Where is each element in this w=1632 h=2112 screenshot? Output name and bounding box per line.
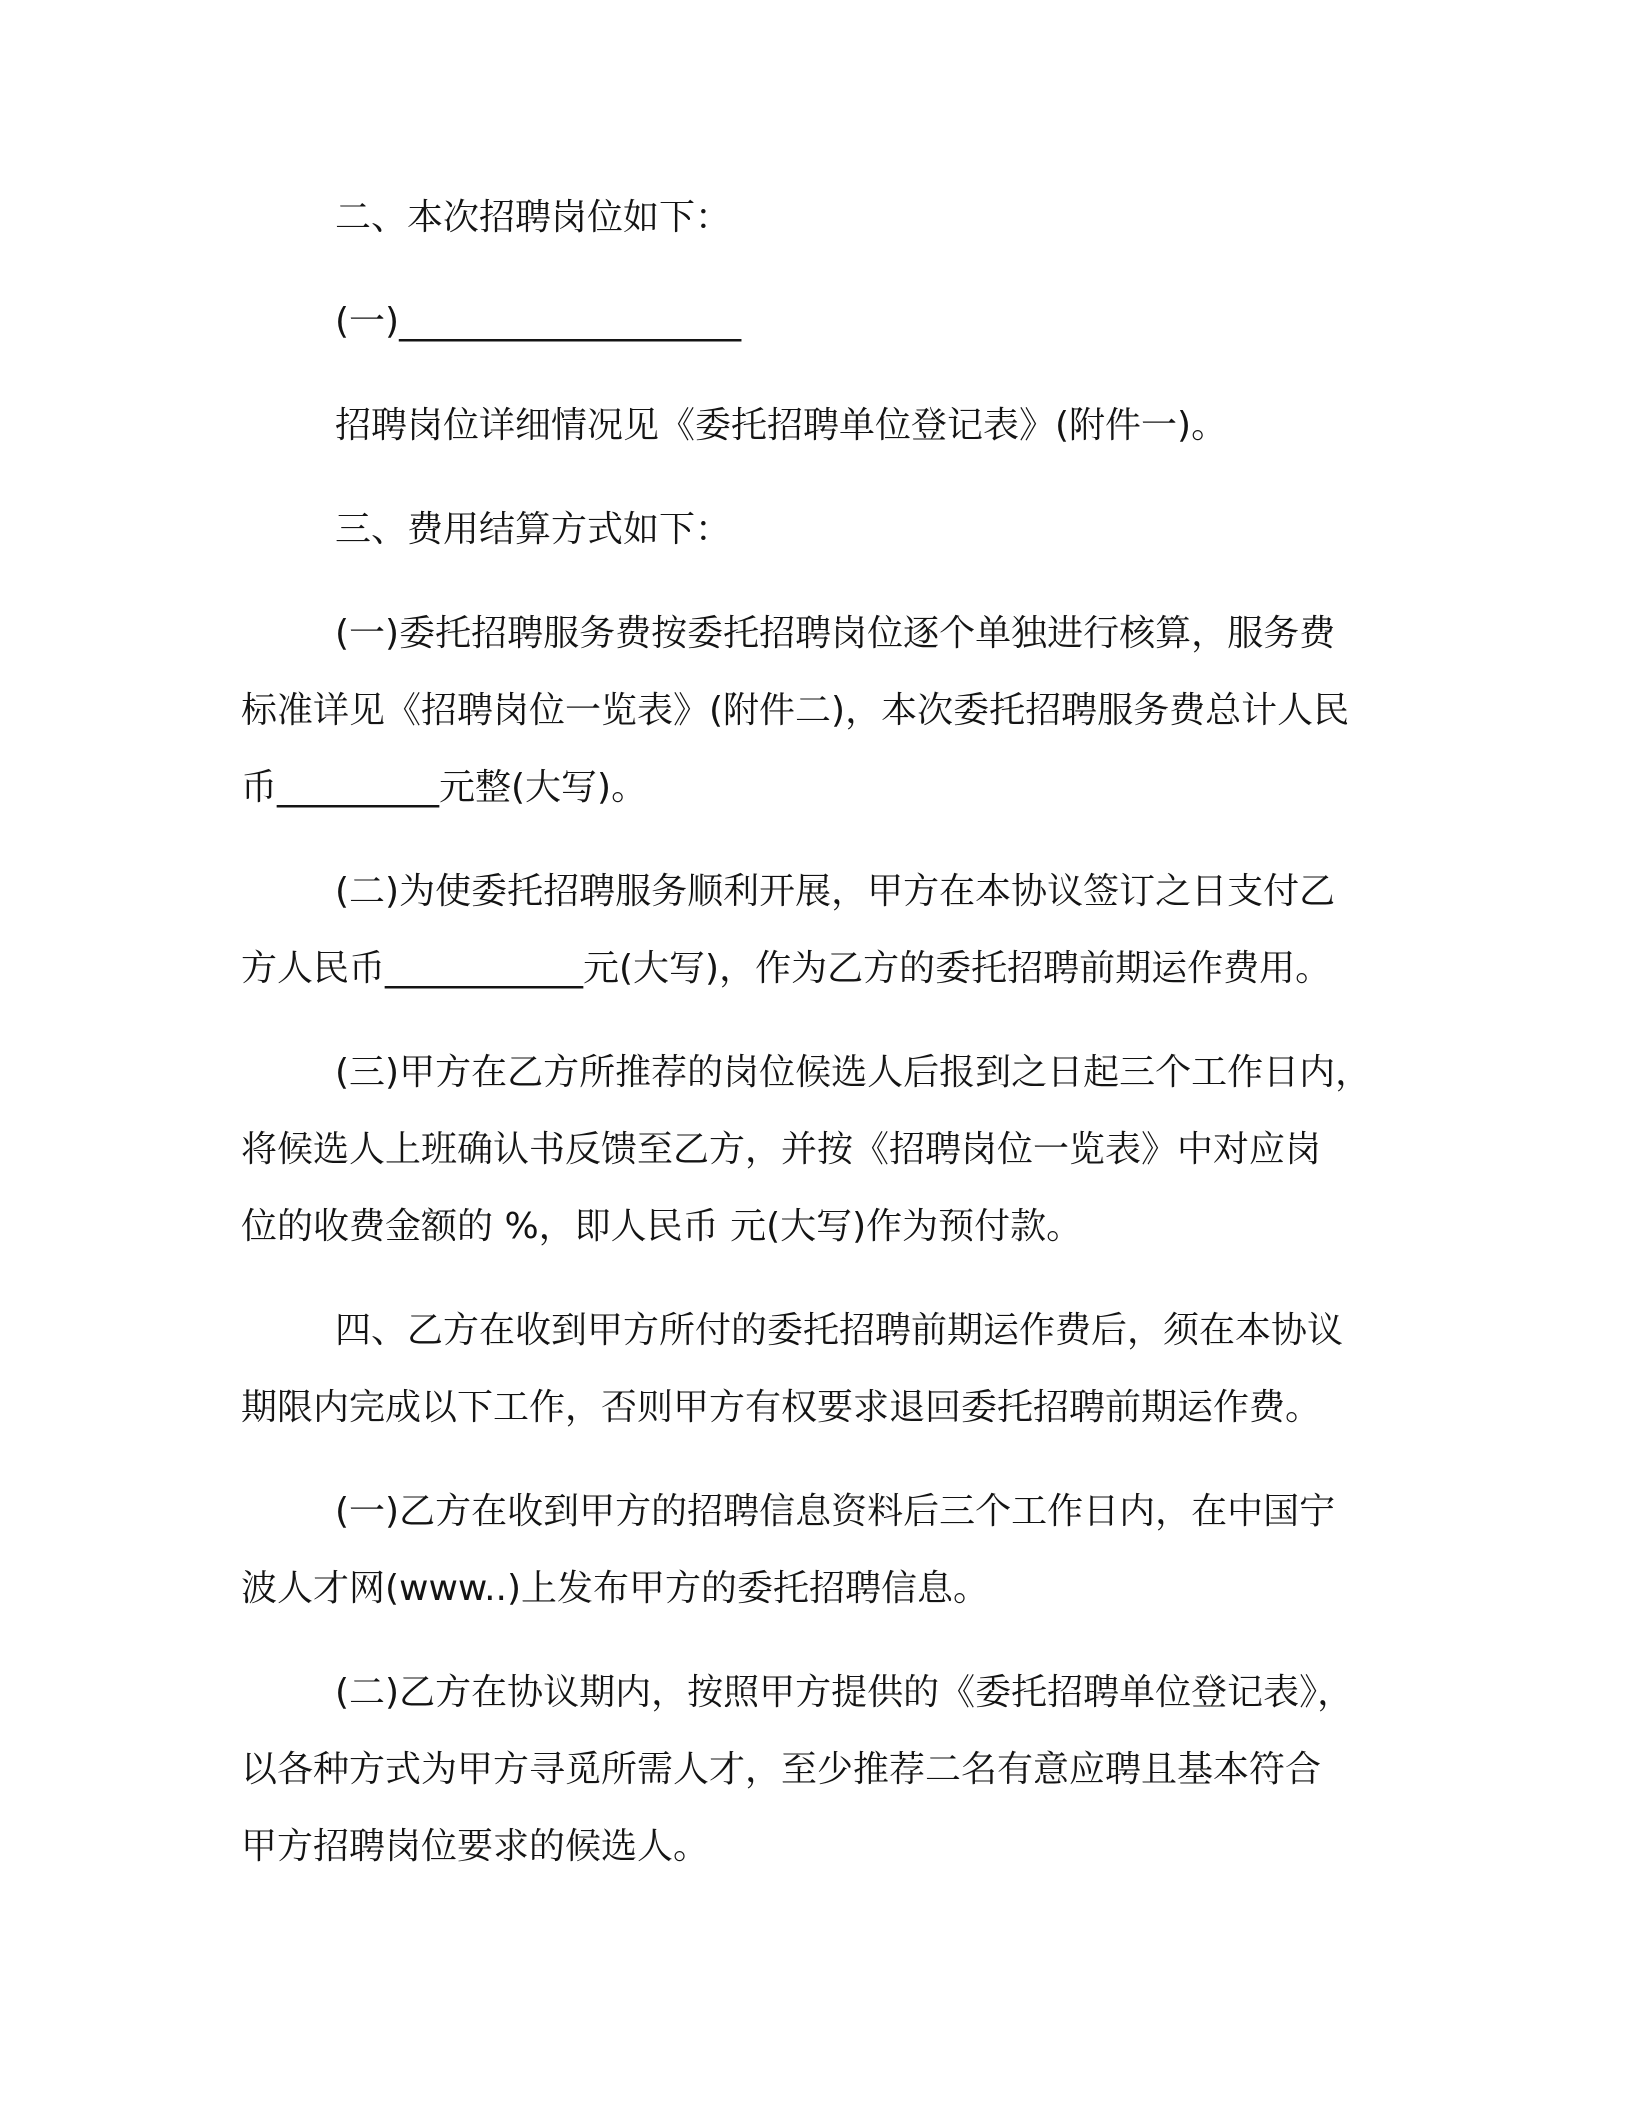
fee-clause-2 xyxy=(241,853,1432,1007)
position-item-1 xyxy=(241,283,1432,360)
text-line: 三、费用结算方式如下： xyxy=(335,509,732,550)
fee-clause-3 xyxy=(241,1034,1432,1265)
section-heading-fees xyxy=(241,491,1432,568)
text-line: (一)___________________ xyxy=(335,301,742,342)
text-line: 四、乙方在收到甲方所付的委托招聘前期运作费后，须在本协议 xyxy=(335,1310,1344,1351)
text-line: 波人才网(www..)上发布甲方的委托招聘信息。 xyxy=(241,1568,990,1609)
text-line: 方人民币___________元(大写)，作为乙方的委托招聘前期运作费用。 xyxy=(241,948,1332,989)
text-line: 招聘岗位详细情况见《委托招聘单位登记表》(附件一)。 xyxy=(335,405,1228,446)
text-line: 二、本次招聘岗位如下： xyxy=(335,197,732,238)
obligation-clause-1 xyxy=(241,1473,1432,1627)
section-heading-positions xyxy=(241,179,1432,256)
text-line: 期限内完成以下工作，否则甲方有权要求退回委托招聘前期运作费。 xyxy=(241,1387,1322,1428)
position-detail-note xyxy=(241,387,1432,464)
text-line: 位的收费金额的 %，即人民币 元(大写)作为预付款。 xyxy=(241,1206,1083,1247)
section-heading-obligations xyxy=(241,1292,1432,1446)
text-line: (二)乙方在协议期内，按照甲方提供的《委托招聘单位登记表》， xyxy=(335,1672,1354,1713)
text-line: (二)为使委托招聘服务顺利开展，甲方在本协议签订之日支付乙 xyxy=(335,871,1336,912)
text-line: 将候选人上班确认书反馈至乙方，并按《招聘岗位一览表》中对应岗 xyxy=(241,1129,1322,1170)
text-line: 标准详见《招聘岗位一览表》(附件二)，本次委托招聘服务费总计人民 xyxy=(241,690,1350,731)
text-line: (三)甲方在乙方所推荐的岗位候选人后报到之日起三个工作日内， xyxy=(335,1052,1372,1093)
text-line: 甲方招聘岗位要求的候选人。 xyxy=(241,1826,710,1867)
text-line: 币_________元整(大写)。 xyxy=(241,767,648,808)
text-line: 以各种方式为甲方寻觅所需人才，至少推荐二名有意应聘且基本符合 xyxy=(241,1749,1322,1790)
obligation-clause-2 xyxy=(241,1654,1432,1885)
fee-clause-1 xyxy=(241,595,1432,826)
text-line: (一)乙方在收到甲方的招聘信息资料后三个工作日内，在中国宁 xyxy=(335,1491,1336,1532)
text-line: (一)委托招聘服务费按委托招聘岗位逐个单独进行核算，服务费 xyxy=(335,613,1336,654)
